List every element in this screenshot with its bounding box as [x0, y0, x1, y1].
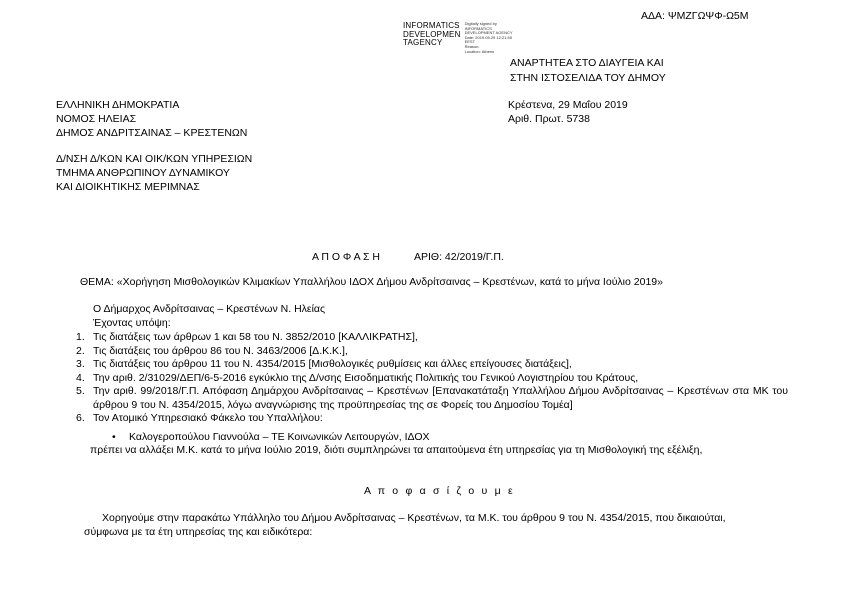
- document-date: Κρέστενα, 29 Μαΐου 2019: [508, 99, 628, 111]
- signature-detail-line: Location: Athens: [464, 48, 495, 54]
- decision-title: Α Π Ο Φ Α Σ Η: [312, 251, 380, 263]
- list-item-text: Τον Ατομικό Υπηρεσιακό Φάκελο του Υπαλλήλου:: [93, 412, 323, 424]
- department-line: Δ/ΝΣΗ Δ/ΚΩΝ ΚΑΙ ΟΙΚ/ΚΩΝ ΥΠΗΡΕΣΙΩΝ: [56, 153, 253, 165]
- signature-signer: [403, 22, 461, 54]
- list-number: 3.: [76, 358, 85, 370]
- posting-note-line: ΣΤΗΝ ΙΣΤΟΣΕΛΙΔΑ ΤΟΥ ΔΗΜΟΥ: [510, 72, 666, 84]
- issuer-header: [56, 98, 247, 140]
- signature-detail-line: Digitally signed by: [464, 21, 497, 26]
- considerations-list: [76, 331, 788, 426]
- list-item-text: Τις διατάξεις του άρθρου 86 του Ν. 3463/2006 [Δ.Κ.Κ.],: [93, 344, 348, 357]
- list-number: 2.: [76, 344, 85, 357]
- list-number: 5.: [76, 385, 85, 397]
- signature-detail-line: INFORMATICS: [464, 25, 492, 31]
- signature-line: INFORMATICS: [403, 21, 460, 30]
- change-justification: πρέπει να αλλάξει Μ.Κ. κατά το μήνα Ιούλιο 2019, διότι συμπληρώνει τα απαιτούμενα έτη υπηρεσίας για τη Μισθολογική της εξέλιξη,: [90, 444, 703, 456]
- decision-number: ΑΡΙΘ: 42/2019/Γ.Π.: [413, 251, 504, 263]
- list-item: [76, 358, 788, 372]
- decision-heading: [312, 251, 504, 263]
- list-item-text: Τις διατάξεις των άρθρων 1 και 58 του Ν. 3852/2010 [ΚΑΛΛΙΚΡΑΤΗΣ],: [93, 331, 418, 343]
- list-item-text: Την αριθ. 2/31029/ΔΕΠ/6-5-2016 εγκύκλιο της Δ/νσης Εισοδηματικής Πολιτικής του Γενικού Λογιστηρίου του Κράτους,: [93, 371, 639, 384]
- issuer-line: ΕΛΛΗΝΙΚΗ ΔΗΜΟΚΡΑΤΙΑ: [56, 99, 180, 111]
- employee-entry: [112, 431, 430, 443]
- list-item: [76, 412, 788, 426]
- signature-detail-line: Reason:: [464, 43, 480, 49]
- signature-details: [465, 22, 513, 54]
- department-line: ΚΑΙ ΔΙΟΙΚΗΤΙΚΗΣ ΜΕΡΙΜΝΑΣ: [56, 181, 200, 193]
- list-number: 1.: [76, 331, 85, 343]
- signature-detail-line: EEST: [464, 39, 476, 45]
- list-number: 6.: [76, 412, 85, 424]
- list-item-text: Την αριθ. 99/2018/Γ.Π. Απόφαση Δημάρχου Ανδρίτσαινας – Κρεστένων [Επανακατάταξη Υπαλλήλου Δήμου Ανδρίτσαινας – Κρεστένων στα ΜΚ του άρθρου 9 του Ν. 4354/2015, λόγω αναγνώρισης της προϋπηρεσίας της σε Φορείς του Δημοσίου Τομέα]: [93, 385, 788, 411]
- bullet-icon: •: [112, 431, 116, 443]
- ada-code: ΑΔΑ: ΨΜΖΓΩΨΦ-Ω5Μ: [641, 10, 749, 22]
- issuer-line: ΔΗΜΟΣ ΑΝΔΡΙΤΣΑΙΝΑΣ – ΚΡΕΣΤΕΝΩΝ: [56, 127, 248, 139]
- list-item-text: Τις διατάξεις του άρθρου 11 του Ν. 4354/2015 [Μισθολογικές ρυθμίσεις και άλλες επείγουσες διατάξεις],: [93, 358, 572, 370]
- issuer-line: ΝΟΜΟΣ ΗΛΕΙΑΣ: [56, 113, 137, 125]
- posting-note-line: ΑΝΑΡΤΗΤΕΑ ΣΤΟ ΔΙΑΥΓΕΙΑ ΚΑΙ: [510, 57, 664, 69]
- list-item: [76, 385, 788, 412]
- signature-line: DEVELOPMEN: [403, 29, 461, 39]
- signature-detail-line: Date: 2019.05.29 12:21:55: [464, 34, 512, 40]
- list-item: [76, 372, 788, 386]
- list-item: [76, 331, 788, 345]
- department-line: ΤΜΗΜΑ ΑΝΘΡΩΠΙΝΟΥ ΔΥΝΑΜΙΚΟΥ: [56, 167, 230, 179]
- department-header: [56, 152, 252, 194]
- decide-heading: Α π ο φ α σ ί ζ ο υ μ ε: [364, 485, 515, 497]
- signature-detail-line: DEVELOPMENT AGENCY: [464, 30, 513, 36]
- list-number: 4.: [76, 371, 85, 384]
- digital-signature: [403, 22, 513, 54]
- date-protocol: [508, 98, 628, 126]
- subject-line: ΘΕΜΑ: «Χορήγηση Μισθολογικών Κλιμακίων Υπαλλήλου ΙΔΟΧ Δήμου Ανδρίτσαινας – Κρεστένων, κατά το μήνα Ιούλιο 2019»: [80, 276, 663, 288]
- list-item: [76, 345, 788, 359]
- signature-line: TAGENCY: [403, 38, 443, 48]
- mayor-line: Ο Δήμαρχος Ανδρίτσαινας – Κρεστένων Ν. Ηλείας: [93, 303, 326, 315]
- intro: [93, 303, 325, 330]
- protocol-number: Αριθ. Πρωτ. 5738: [508, 113, 590, 125]
- grant-paragraph: Χορηγούμε στην παρακάτω Υπάλληλο του Δήμου Ανδρίτσαινας – Κρεστένων, τα Μ.Κ. του άρθρου 9 του Ν. 4354/2015, που δικαιούται, σύμφωνα με τα έτη υπηρεσίας της και ειδικότερα:: [84, 512, 726, 538]
- posting-note: [510, 56, 666, 86]
- considering-line: Έχοντας υπόψη:: [93, 316, 171, 329]
- employee-name: Καλογεροπούλου Γιαννούλα – ΤΕ Κοινωνικών Λειτουργών, ΙΔΟΧ: [129, 431, 430, 443]
